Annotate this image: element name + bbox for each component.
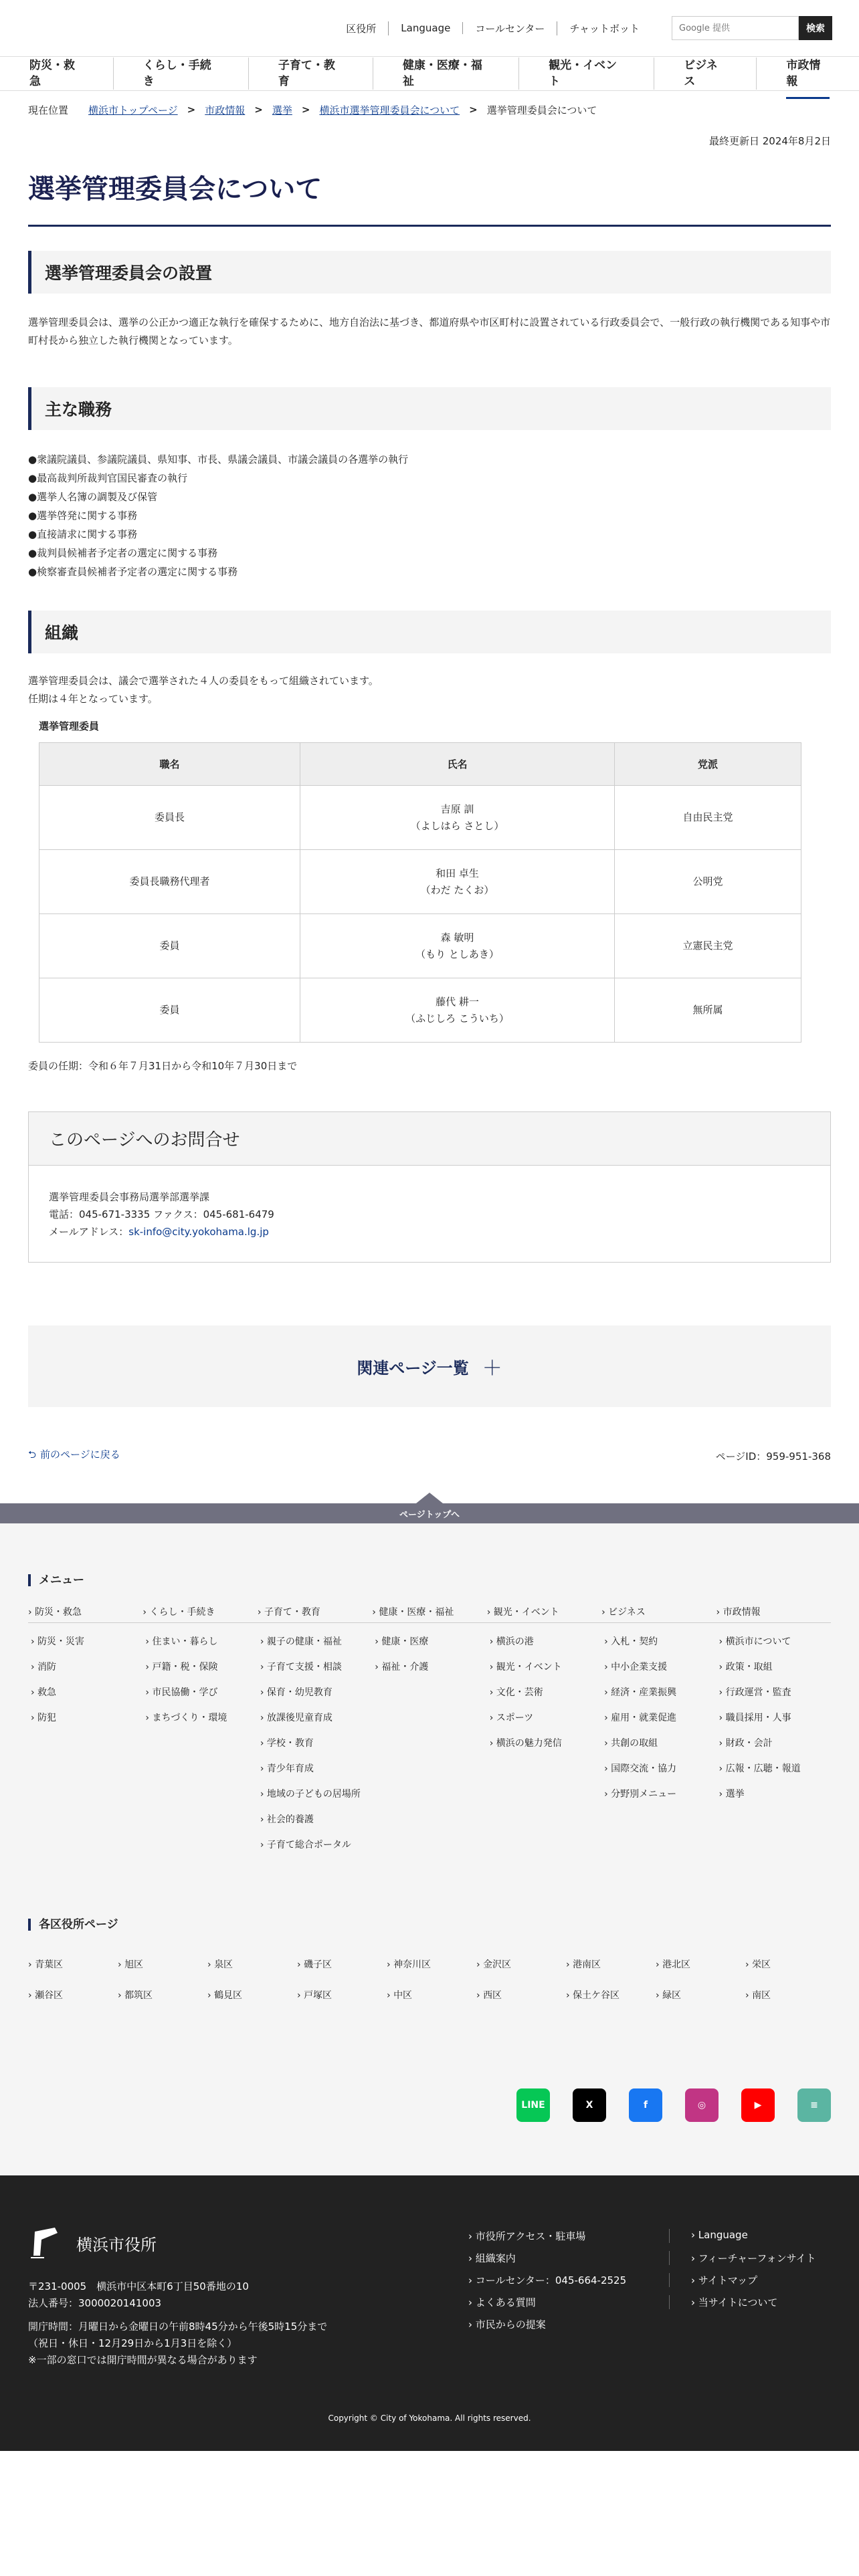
ward-link[interactable]: › 港南区 [566,1957,656,1971]
gnav-living[interactable]: くらし・手続き [113,58,248,90]
ward-link[interactable]: › 緑区 [656,1988,745,2002]
org-text-2: 任期は４年となっています。 [28,693,158,705]
footer-menu-heading-link[interactable]: › ビジネス [601,1605,716,1623]
facebook-icon[interactable]: f [629,2088,662,2122]
table-row [39,978,801,1043]
footer-menu-link[interactable]: › 経済・産業振興 [601,1686,716,1699]
breadcrumb-separator: > [254,104,263,116]
list-item: ● 検察審査員候補者予定者の選定に関する事務 [28,562,831,581]
footer-menu-link[interactable]: › 選挙 [717,1788,831,1801]
footer-link-access[interactable]: › 市役所アクセス・駐車場 [468,2229,669,2243]
footer-menu [0,1523,859,1879]
breadcrumb-link-city-info[interactable]: 市政情報 [205,104,246,116]
gnav-tourism[interactable]: 観光・イベント [518,58,654,90]
cell-name [300,914,615,978]
footer-menu-link[interactable]: › 社会的養護 [258,1813,372,1826]
breadcrumb-separator: > [187,104,196,116]
footer-menu-link[interactable]: › まちづくり・環境 [142,1711,257,1725]
member-kana: （もり としあき） [415,948,499,960]
ward-link[interactable]: › 港北区 [656,1957,745,1971]
footer-menu-title: メニュー [28,1574,831,1586]
util-link-call-center[interactable]: コールセンター [463,21,557,35]
site-footer [0,2175,859,2451]
breadcrumb-separator: > [469,104,478,116]
table-row [39,786,801,850]
breadcrumb-link-election[interactable]: 選挙 [272,104,292,116]
cell-role: 委員長 [39,786,300,850]
cell-name [300,978,615,1043]
contact-dept: 選挙管理委員会事務局選挙部選挙課 [49,1191,210,1203]
footer-menu-link[interactable]: › 横浜市について [717,1635,831,1648]
yokohama-logo-icon [28,2226,66,2260]
footer-menu-link[interactable]: › 防犯 [28,1711,142,1725]
ward-link[interactable]: › 栄区 [745,1957,835,1971]
ward-link[interactable]: › 磯子区 [297,1957,387,1971]
page-title: 選挙管理委員会について [28,168,831,227]
contact-body [29,1166,830,1262]
member-kana: （よしはら さとし） [410,819,504,832]
footer-menu-link[interactable]: › 保育・幼児教育 [258,1686,372,1699]
footer-menu-link[interactable]: › 消防 [28,1660,142,1674]
youtube-icon[interactable]: ▶ [741,2088,775,2122]
footer-menu-link[interactable]: › 子育て支援・相談 [258,1660,372,1674]
breadcrumb-link-top[interactable]: 横浜市トップページ [88,104,178,116]
duties-list [28,450,831,581]
footer-menu-heading-link[interactable]: › くらし・手続き [142,1605,257,1623]
x-icon[interactable]: X [573,2088,606,2122]
back-link-label: 前のページに戻る [40,1448,120,1461]
cell-role: 委員 [39,978,300,1043]
setup-text: 選挙管理委員会は、選挙の公正かつ適正な執行を確保するために、地方自治法に基づき、都道府県や市区町村に設置されている行政委員会で、一般行政の執行機関である知事や市町村長から独立した執行機関となっています。 [28,316,831,346]
global-nav [0,56,859,91]
search-button[interactable]: 検索 [799,16,832,40]
footer-menu-link[interactable]: › 国際交流・協力 [601,1762,716,1776]
breadcrumb-link-committee[interactable]: 横浜市選挙管理委員会について [319,104,460,116]
term-text: 委員の任期：令和６年７月31日から令和10年７月30日まで [28,1060,298,1072]
hours-line: 開庁時間：月曜日から金曜日の午前8時45分から午後5時15分まで [28,2321,328,2333]
gnav-city-info[interactable]: 市政情報 [756,58,859,90]
footer-links [468,2229,823,2331]
ward-link[interactable]: › 戸塚区 [297,1988,387,2002]
footer-menu-column [601,1605,716,1852]
search-input[interactable] [672,16,799,40]
line-icon[interactable]: LINE [516,2088,550,2122]
footer-menu-link[interactable]: › 入札・契約 [601,1635,716,1648]
list-item: ● 直接請求に関する事務 [28,525,831,544]
corp-number: 法人番号：3000020141003 [28,2297,162,2309]
ward-link[interactable]: › 泉区 [207,1957,297,1971]
footer-menu-link[interactable]: › 市民協働・学び [142,1686,257,1699]
footer-menu-link[interactable]: › 健康・医療 [372,1635,486,1648]
plus-icon: ＋ [482,1357,502,1380]
list-item: ● 最高裁判所裁判官国民審査の執行 [28,469,831,488]
footer-menu-link[interactable]: › スポーツ [487,1711,601,1725]
contact-box [28,1111,831,1263]
footer-menu-link[interactable]: › 放課後児童育成 [258,1711,372,1725]
util-link-ward-office[interactable]: 区役所 [334,21,389,35]
footer-menu-link[interactable]: › 中小企業支援 [601,1660,716,1674]
contact-heading: このページへのお問合せ [29,1112,830,1166]
footer-menu-link[interactable]: › 広報・広聴・報道 [717,1762,831,1776]
footer-menu-heading-link[interactable]: › 防災・救急 [28,1605,142,1623]
page-id: ページID：959-951-368 [715,1450,831,1463]
column-header: 氏名 [300,743,615,786]
address: 〒231-0005 横浜市中区本町6丁目50番地の10 [28,2280,249,2292]
footer-link-call-center[interactable]: › コールセンター：045-664-2525 [468,2273,669,2287]
footer-menu-column [372,1605,486,1852]
footer-menu-column [487,1605,601,1852]
gnav-childcare[interactable]: 子育て・教育 [248,58,373,90]
footer-menu-link[interactable]: › 分野別メニュー [601,1788,716,1801]
utility-bar [0,0,859,56]
footer-menu-link[interactable]: › 観光・イベント [487,1660,601,1674]
wards-title: 各区役所ページ [28,1919,831,1931]
list-item: ● 選挙人名簿の調製及び保管 [28,488,831,506]
footer-link-organization[interactable]: › 組織案内 [468,2251,669,2265]
hours-line: ※一部の窓口では開庁時間が異なる場合があります [28,2354,258,2366]
footer-menu-heading-link[interactable]: › 健康・医療・福祉 [372,1605,486,1623]
cell-party: 公明党 [615,850,801,914]
member-name: 藤代 耕一 [436,995,479,1008]
footer-menu-heading-link[interactable]: › 子育て・教育 [258,1605,372,1623]
footer-menu-link[interactable]: › 救急 [28,1686,142,1699]
contact-mail-label: メールアドレス： [49,1226,129,1238]
util-link-chatbot[interactable]: チャットボット [569,22,640,35]
footer-menu-column [28,1605,142,1852]
footer-menu-link[interactable]: › 子育て総合ポータル [258,1838,372,1852]
back-row [28,1447,831,1465]
footer-link-feature-phone[interactable]: › フィーチャーフォンサイト [669,2251,823,2265]
copyright: Copyright © City of Yokohama. All rights reserved. [328,2413,531,2423]
footer-link-sitemap[interactable]: › サイトマップ [669,2273,823,2287]
cell-party: 立憲民主党 [615,914,801,978]
last-updated: 最終更新日 2024年8月2日 [708,135,831,147]
gnav-disaster[interactable]: 防災・救急 [29,59,75,88]
back-link[interactable] [28,1447,120,1465]
table-header-row [39,743,801,786]
footer-menu-link[interactable]: › 青少年育成 [258,1762,372,1776]
contact-mail-link[interactable]: sk-info@city.yokohama.lg.jp [128,1226,269,1238]
utility-links [334,21,652,35]
ward-link[interactable]: › 西区 [476,1988,566,2002]
page-top-button[interactable] [0,1503,859,1523]
members-table [39,742,801,1043]
ward-link[interactable]: › 保土ケ谷区 [566,1988,656,2002]
footer-menu-link[interactable]: › 政策・取組 [717,1660,831,1674]
footer-menu-link[interactable]: › 横浜の魅力発信 [487,1737,601,1750]
table-row [39,914,801,978]
member-name: 和田 卓生 [436,867,479,879]
ward-link[interactable]: › 金沢区 [476,1957,566,1971]
footer-link-about-site[interactable]: › 当サイトについて [669,2295,823,2309]
footer-menu-link[interactable]: › 文化・芸術 [487,1686,601,1699]
section-heading-org: 組織 [28,611,831,653]
footer-menu-columns [28,1605,831,1852]
footer-menu-column [717,1605,831,1852]
footer-menu-column [258,1605,372,1852]
wards-grid [28,1957,831,2002]
list-item: ● 衆議院議員、参議院議員、県知事、市長、県議会議員、市議会議員の各選挙の執行 [28,450,831,469]
footer-menu-heading-link[interactable]: › 市政情報 [717,1605,831,1623]
gnav-health[interactable]: 健康・医療・福祉 [373,58,518,90]
wards-section [0,1879,859,2088]
footer-logo-text: 横浜市役所 [76,2235,157,2254]
members-table-title: 選挙管理委員 [39,720,100,732]
footer-menu-heading-link[interactable]: › 観光・イベント [487,1605,601,1623]
member-name: 吉原 訓 [440,802,474,815]
footer-menu-link[interactable]: › 学校・教育 [258,1737,372,1750]
ward-link[interactable]: › 青葉区 [28,1957,118,1971]
footer-menu-link[interactable]: › 親子の健康・福祉 [258,1635,372,1648]
site-search [672,16,832,40]
ward-link[interactable]: › 南区 [745,1988,835,2002]
column-header: 党派 [615,743,801,786]
breadcrumb-separator: > [301,104,310,116]
cell-role: 委員 [39,914,300,978]
breadcrumb-current: 選挙管理委員会について [486,104,597,116]
member-name: 森 敏明 [440,931,474,944]
list-item: ● 選挙啓発に関する事務 [28,506,831,525]
section-heading-duties: 主な職務 [28,387,831,430]
page-top-label: ページトップへ [399,1509,460,1520]
main-content [0,251,859,1465]
footer-menu-link[interactable]: › 雇用・就業促進 [601,1711,716,1725]
list-item: ● 裁判員候補者予定者の選定に関する事務 [28,544,831,562]
ward-link[interactable]: › 瀬谷区 [28,1988,118,2002]
footer-menu-link[interactable]: › 共創の取組 [601,1737,716,1750]
org-text-1: 選挙管理委員会は、議会で選挙された４人の委員をもって組織されています。 [28,675,379,687]
member-kana: （わだ たくお） [420,883,494,896]
page-top-tab-icon [416,1493,443,1503]
related-pages-label: 関連ページ一覧 [357,1358,469,1378]
footer-link-faq[interactable]: › よくある質問 [468,2295,669,2309]
cell-role: 委員長職務代理者 [39,850,300,914]
ward-link[interactable]: › 神奈川区 [387,1957,476,1971]
breadcrumb [0,91,859,128]
footer-menu-link[interactable]: › 福祉・介護 [372,1660,486,1674]
ward-link[interactable]: › 旭区 [118,1957,207,1971]
footer-menu-link[interactable]: › 行政運営・監査 [717,1686,831,1699]
table-row [39,850,801,914]
footer-menu-link[interactable]: › 戸籍・税・保険 [142,1660,257,1674]
footer-menu-link[interactable]: › 防災・災害 [28,1635,142,1648]
instagram-icon[interactable]: ◎ [685,2088,719,2122]
footer-link-proposals[interactable]: › 市民からの提案 [468,2317,669,2331]
footer-link-language[interactable]: › Language [669,2229,823,2243]
hours-line: （祝日・休日・12月29日から1月3日を除く） [28,2337,237,2349]
ward-link[interactable]: › 鶴見区 [207,1988,297,2002]
footer-menu-column [142,1605,257,1852]
related-pages-toggle[interactable] [28,1325,831,1407]
cell-name [300,850,615,914]
contact-phone: 電話：045-671-3335 ファクス：045-681-6479 [49,1208,274,1220]
util-link-language[interactable]: Language [389,22,463,34]
section-heading-setup: 選挙管理委員会の設置 [28,251,831,294]
footer-menu-link[interactable]: › 地域の子どもの居場所 [258,1788,372,1801]
footer-menu-link[interactable]: › 財政・会計 [717,1737,831,1750]
ward-link[interactable]: › 中区 [387,1988,476,2002]
gnav-business[interactable]: ビジネス [654,58,756,90]
cell-name [300,786,615,850]
cell-party: 無所属 [615,978,801,1043]
breadcrumb-label: 現在位置 [28,104,69,116]
cell-party: 自由民主党 [615,786,801,850]
member-kana: （ふじしろ こういち） [405,1012,509,1025]
newsletter-icon[interactable]: ≡ [797,2088,831,2122]
footer-menu-link[interactable]: › 職員採用・人事 [717,1711,831,1725]
return-arrow-icon: ⮌ [28,1448,37,1461]
footer-menu-link[interactable]: › 横浜の港 [487,1635,601,1648]
contact-mail-row [49,1223,810,1241]
sns-links [0,2088,859,2175]
footer-menu-link[interactable]: › 住まい・暮らし [142,1635,257,1648]
column-header: 職名 [39,743,300,786]
ward-link[interactable]: › 都筑区 [118,1988,207,2002]
